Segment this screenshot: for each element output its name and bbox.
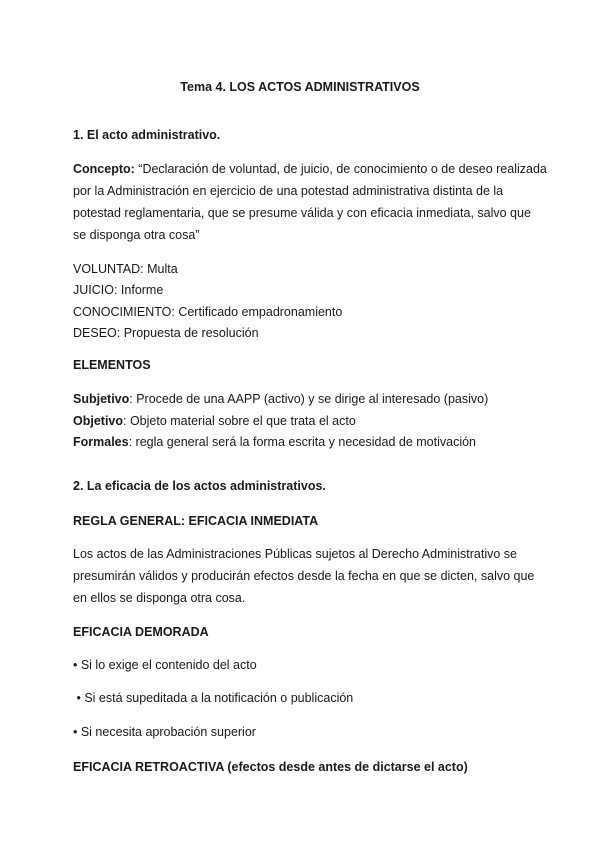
example-deseo: DESEO: Propuesta de resolución bbox=[73, 326, 259, 340]
regla-line-2: presumirán válidos y producirán efectos desde la fecha en que se dicten, salvo que bbox=[73, 569, 535, 583]
eficacia-demorada-heading: EFICACIA DEMORADA bbox=[73, 625, 209, 639]
concepto-line-2: por la Administración en ejercicio de una potestad administrativa distinta de la bbox=[73, 184, 504, 198]
elemento-objetivo bbox=[73, 410, 356, 432]
demorada-item-2: • Si está supeditada a la notificación o publicación bbox=[73, 691, 354, 705]
regla-line-3: en ellos se disponga otra cosa. bbox=[73, 591, 246, 605]
section-1-heading: 1. El acto administrativo. bbox=[73, 128, 221, 142]
concepto-line-3: potestad reglamentaria, que se presume válida y con eficacia inmediata, salvo que bbox=[73, 206, 531, 220]
concepto-line-4: se disponga otra cosa” bbox=[73, 228, 200, 242]
demorada-item-3: • Si necesita aprobación superior bbox=[73, 725, 256, 739]
concepto-line-1 bbox=[73, 158, 547, 180]
regla-line-1: Los actos de las Administraciones Públicas sujetos al Derecho Administrativo se bbox=[73, 547, 517, 561]
example-voluntad: VOLUNTAD: Multa bbox=[73, 262, 178, 276]
example-conocimiento: CONOCIMIENTO: Certificado empadronamiento bbox=[73, 305, 343, 319]
elemento-subjetivo bbox=[73, 388, 488, 410]
elemento-label: Formales bbox=[73, 435, 129, 449]
concepto-text-1: “Declaración de voluntad, de juicio, de conocimiento o de deseo realizada bbox=[134, 162, 547, 176]
demorada-item-1: • Si lo exige el contenido del acto bbox=[73, 658, 257, 672]
document-title: Tema 4. LOS ACTOS ADMINISTRATIVOS bbox=[180, 80, 420, 94]
elemento-text: : regla general será la forma escrita y necesidad de motivación bbox=[128, 435, 476, 449]
example-juicio: JUICIO: Informe bbox=[73, 283, 164, 297]
regla-general-heading: REGLA GENERAL: EFICACIA INMEDIATA bbox=[73, 514, 319, 528]
concepto-label: Concepto: bbox=[73, 162, 135, 176]
elemento-label: Objetivo bbox=[73, 414, 124, 428]
elemento-text: : Procede de una AAPP (activo) y se dirige al interesado (pasivo) bbox=[129, 392, 489, 406]
eficacia-retroactiva-heading: EFICACIA RETROACTIVA (efectos desde antes de dictarse el acto) bbox=[73, 760, 468, 774]
elemento-label: Subjetivo bbox=[73, 392, 130, 406]
elemento-text: : Objeto material sobre el que trata el acto bbox=[123, 414, 356, 428]
elementos-heading: ELEMENTOS bbox=[73, 358, 151, 372]
section-2-heading: 2. La eficacia de los actos administrativos. bbox=[73, 479, 326, 493]
elemento-formales bbox=[73, 431, 476, 453]
